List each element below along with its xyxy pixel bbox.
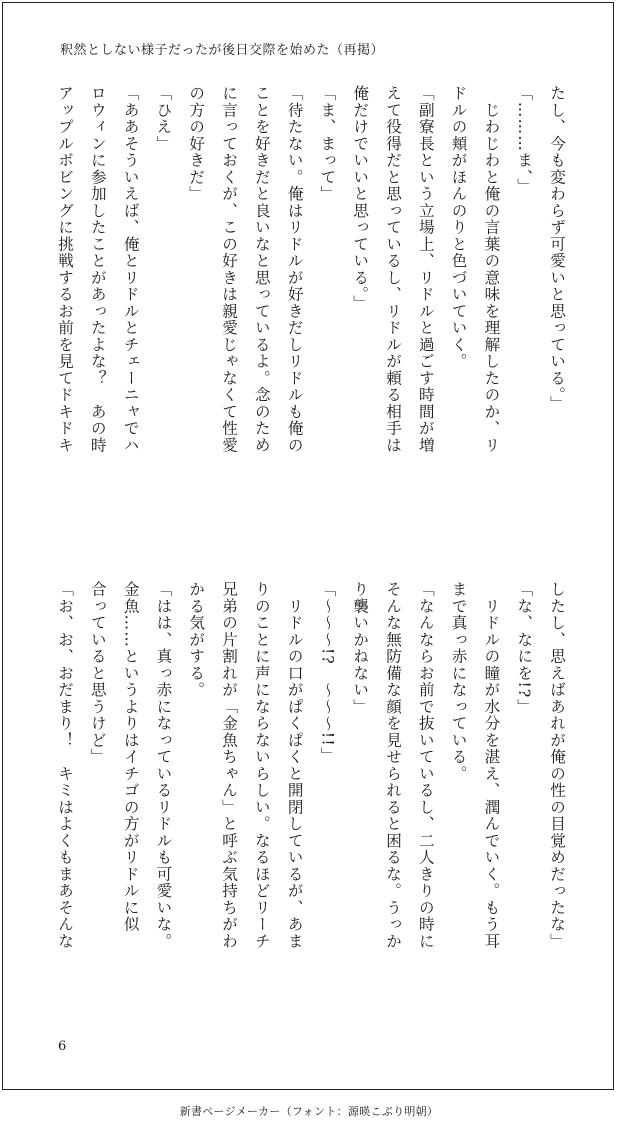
text-line: ロウィンに参加したことがあったよな？ あの時 — [88, 85, 107, 454]
text-line: 「な、なにを!?」 — [515, 581, 534, 716]
text-line: まで真っ赤になっている。 — [449, 581, 468, 782]
text-line: したし、思えばあれが俺の性の目覚めだったな」 — [548, 581, 566, 950]
text-line: 「なんならお前で抜いているし、二人きりの時に — [416, 581, 435, 950]
footer-credit: 新書ページメーカー（フォント：源暎こぶり明朝） — [179, 1105, 439, 1118]
text-line: 「………ま、」 — [515, 85, 534, 195]
text-line: 金魚……というよりはイチゴの方がリドルに似 — [121, 581, 140, 933]
text-line: アップルボビングに挑戦するお前を見てドキドキ — [56, 85, 75, 454]
text-line: じわじわと俺の言葉の意味を理解したのか、リ — [482, 85, 501, 454]
page-header-title: 釈然としない様子だったが後日交際を始めた（再掲） — [60, 43, 385, 58]
text-line: 「ひえ」 — [154, 85, 173, 152]
text-line: に言っておくが、この好きは親愛じゃなくて性愛 — [220, 85, 239, 454]
text-line: かる気がする。 — [187, 581, 206, 699]
text-line: 「ま、まって」 — [318, 85, 337, 203]
text-line: 「副寮長という立場上、リドルと過ごす時間が増 — [416, 85, 435, 454]
text-line: 合っていると思うけど」 — [88, 581, 107, 766]
text-line: 俺だけでいいと思っている。」 — [351, 85, 370, 312]
text-line: ドルの頬がほんのりと色づいていく。 — [449, 85, 468, 370]
text-line: リドルの瞳が水分を湛え、潤んでいく。もう耳 — [482, 581, 501, 950]
text-line: えて役得だと思っているし、リドルが頼る相手は — [384, 85, 403, 454]
text-line: ことを好きだと良いなと思っているよ。念のため — [252, 85, 271, 454]
text-block-top — [49, 85, 573, 525]
text-line: 「はは、真っ赤になっているリドルも可愛いな。 — [154, 581, 173, 950]
text-line: 「〜〜〜!? 〜〜〜!!」 — [318, 581, 337, 764]
text-line: たし、今も変わらず可愛いと思っている。」 — [548, 85, 566, 413]
text-line: の方の好きだ」 — [187, 85, 206, 203]
text-line: 兄弟の片割れが「金魚ちゃん」と呼ぶ気持ちがわ — [220, 581, 239, 950]
page-frame — [2, 2, 614, 1090]
text-line: 「ああそういえば、俺とリドルとチェーニャでハ — [121, 85, 140, 454]
text-line: りのことに声にならないらしい。なるほどリーチ — [252, 581, 271, 950]
page-number: 6 — [58, 1039, 67, 1054]
text-line: り襲いかねない」 — [351, 581, 370, 715]
text-line: リドルの口がぱくぱくと開閉しているが、あま — [285, 581, 304, 950]
text-block-bottom — [49, 581, 573, 1021]
text-line: 「待たない。俺はリドルが好きだしリドルも俺の — [285, 85, 304, 454]
text-line: そんな無防備な顔を見せられると困るな。うっか — [384, 581, 403, 950]
text-line: 「お、お、おだまり！ キミはよくもまあそんな — [56, 581, 75, 950]
